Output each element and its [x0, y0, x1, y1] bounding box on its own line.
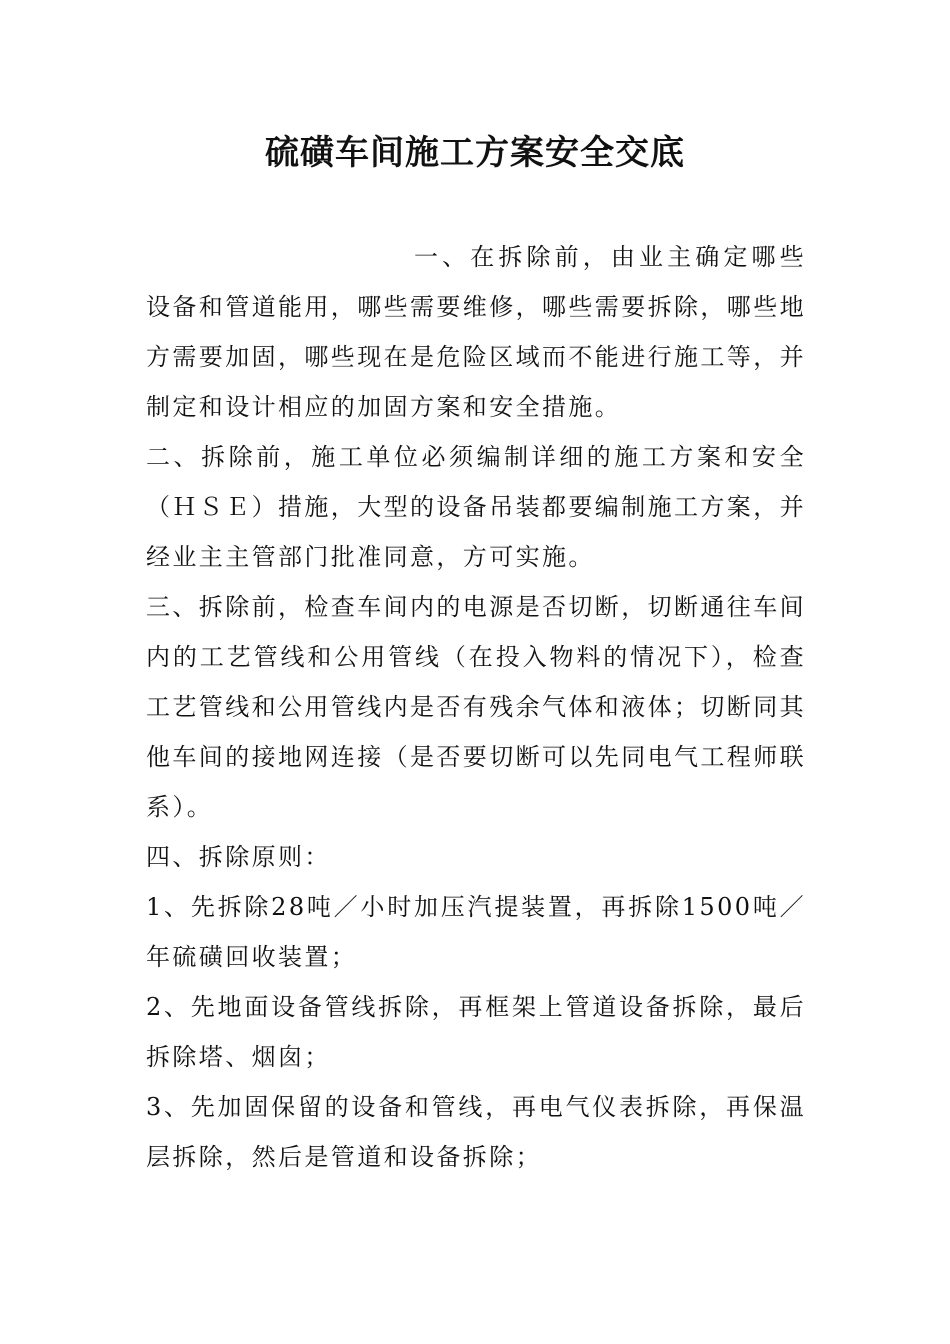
paragraph-4: 四、拆除原则： — [146, 843, 331, 871]
paragraph-6: 2、先地面设备管线拆除，再框架上管道设备拆除，最后拆除塔、烟囱； — [146, 993, 806, 1071]
paragraph-3: 三、拆除前，检查车间内的电源是否切断，切断通往车间内的工艺管线和公用管线（在投入物料的情况下），检查工艺管线和公用管线内是否有残余气体和液体；切断同其他车间的接地网连接（是否要切断可以先同电气工程师联系）。 — [146, 593, 806, 821]
document-body — [146, 232, 806, 1182]
paragraph-2: 二、拆除前，施工单位必须编制详细的施工方案和安全（ＨＳＥ）措施，大型的设备吊装都要编制施工方案，并经业主主管部门批准同意，方可实施。 — [146, 443, 806, 571]
document-title: 硫磺车间施工方案安全交底 — [265, 133, 685, 173]
paragraph-5: 1、先拆除28吨／小时加压汽提装置，再拆除1500吨／年硫磺回收装置； — [146, 893, 806, 971]
paragraph-1: 一、在拆除前，由业主确定哪些设备和管道能用，哪些需要维修，哪些需要拆除，哪些地方需要加固，哪些现在是危险区域而不能进行施工等，并制定和设计相应的加固方案和安全措施。 — [146, 243, 806, 421]
paragraph-7: 3、先加固保留的设备和管线，再电气仪表拆除，再保温层拆除，然后是管道和设备拆除； — [146, 1093, 806, 1171]
